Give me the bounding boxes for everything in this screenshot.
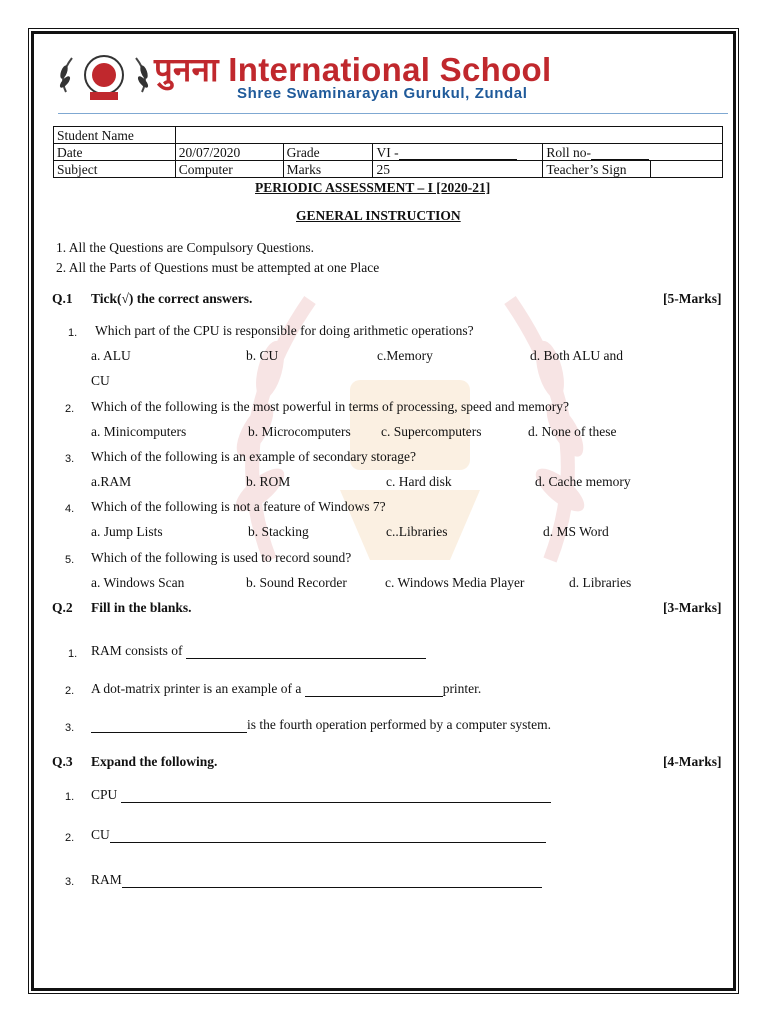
option[interactable]: b. ROM bbox=[246, 474, 291, 489]
option[interactable]: c. Supercomputers bbox=[381, 424, 482, 439]
fill-blank-item bbox=[91, 681, 481, 697]
q3-title: Expand the following. bbox=[91, 754, 218, 769]
marks-label: Marks bbox=[283, 161, 373, 178]
fill-blank-item bbox=[91, 717, 551, 733]
question-text: Which part of the CPU is responsible for doing arithmetic operations? bbox=[95, 323, 474, 338]
expand-number: 1. bbox=[65, 791, 75, 803]
option[interactable]: d. Cache memory bbox=[535, 474, 631, 489]
expand-item bbox=[91, 872, 542, 888]
blank-answer-line[interactable] bbox=[186, 646, 426, 659]
expand-item bbox=[91, 827, 546, 843]
date-value: 20/07/2020 bbox=[175, 144, 283, 161]
expand-number: 2. bbox=[65, 832, 75, 844]
option[interactable]: a. ALU bbox=[91, 348, 131, 363]
school-logo bbox=[56, 48, 152, 104]
expand-answer-line[interactable] bbox=[122, 875, 542, 888]
question-text: Which of the following is not a feature of Windows 7? bbox=[91, 499, 386, 514]
q1-number: Q.1 bbox=[52, 291, 73, 306]
blank-answer-line[interactable] bbox=[305, 684, 443, 697]
student-name-row bbox=[54, 127, 723, 144]
question-text: Which of the following is used to record sound? bbox=[91, 550, 352, 565]
question-number: 1. bbox=[68, 327, 78, 339]
subject-label: Subject bbox=[54, 161, 176, 178]
option-wrap: CU bbox=[91, 373, 110, 388]
option[interactable]: d. None of these bbox=[528, 424, 617, 439]
fill-blank-item bbox=[91, 643, 426, 659]
marks-value: 25 bbox=[373, 161, 543, 178]
header-rule bbox=[58, 113, 728, 114]
date-row bbox=[54, 144, 723, 161]
option[interactable]: a. Minicomputers bbox=[91, 424, 187, 439]
q1-marks: [5-Marks] bbox=[663, 291, 722, 306]
subject-row bbox=[54, 161, 723, 178]
option[interactable]: c.Memory bbox=[377, 348, 433, 363]
expand-answer-line[interactable] bbox=[121, 790, 551, 803]
question-number: 2. bbox=[65, 403, 75, 415]
blank-number: 1. bbox=[68, 648, 78, 660]
option[interactable]: a. Jump Lists bbox=[91, 524, 163, 539]
option[interactable]: b. CU bbox=[246, 348, 279, 363]
blank-text-before: A dot-matrix printer is an example of a bbox=[91, 681, 305, 696]
q2-title: Fill in the blanks. bbox=[91, 600, 192, 615]
option[interactable]: d. Both ALU and bbox=[530, 348, 623, 363]
instruction-item: 1. All the Questions are Compulsory Questions. bbox=[56, 240, 314, 255]
teacher-sign-field[interactable] bbox=[651, 161, 723, 178]
q1-title: Tick(√) the correct answers. bbox=[91, 291, 253, 306]
option[interactable]: b. Microcomputers bbox=[248, 424, 351, 439]
instruction-item: 2. All the Parts of Questions must be attempted at one Place bbox=[56, 260, 380, 275]
student-info-table bbox=[53, 126, 723, 178]
option[interactable]: d. Libraries bbox=[569, 575, 632, 590]
school-name-devanagari: पुनना bbox=[154, 51, 219, 88]
option[interactable]: b. Stacking bbox=[248, 524, 309, 539]
student-name-field[interactable] bbox=[175, 127, 722, 144]
expand-item bbox=[91, 787, 551, 803]
school-subtitle: Shree Swaminarayan Gurukul, Zundal bbox=[237, 85, 528, 102]
option[interactable]: c. Hard disk bbox=[386, 474, 452, 489]
general-instruction-heading: GENERAL INSTRUCTION bbox=[296, 208, 461, 223]
question-text: Which of the following is an example of secondary storage? bbox=[91, 449, 417, 464]
q2-number: Q.2 bbox=[52, 600, 73, 615]
grade-label: Grade bbox=[283, 144, 373, 161]
option[interactable]: a.RAM bbox=[91, 474, 132, 489]
subject-value: Computer bbox=[175, 161, 283, 178]
blank-text-after: printer. bbox=[442, 681, 482, 696]
expand-term: RAM bbox=[91, 872, 122, 887]
expand-term: CPU bbox=[91, 787, 118, 802]
question-text: Which of the following is the most powerful in terms of processing, speed and memory? bbox=[91, 399, 570, 414]
student-name-label: Student Name bbox=[54, 127, 176, 144]
expand-answer-line[interactable] bbox=[110, 830, 546, 843]
q3-marks: [4-Marks] bbox=[663, 754, 722, 769]
blank-number: 3. bbox=[65, 722, 75, 734]
blank-answer-line[interactable] bbox=[91, 720, 247, 733]
blank-text-after: is the fourth operation performed by a computer system. bbox=[247, 717, 552, 732]
grade-field[interactable] bbox=[373, 144, 543, 161]
option[interactable]: a. Windows Scan bbox=[91, 575, 185, 590]
teacher-sign-label: Teacher’s Sign bbox=[543, 161, 651, 178]
option[interactable]: d. MS Word bbox=[543, 524, 609, 539]
grade-value: VI - bbox=[376, 144, 399, 160]
option[interactable]: c..Libraries bbox=[386, 524, 448, 539]
roll-label: Roll no- bbox=[546, 144, 591, 160]
assessment-title: PERIODIC ASSESSMENT – I [2020-21] bbox=[255, 180, 491, 195]
q2-marks: [3-Marks] bbox=[663, 600, 722, 615]
school-name-english: International School bbox=[228, 51, 552, 88]
option[interactable]: c. Windows Media Player bbox=[385, 575, 525, 590]
q3-number: Q.3 bbox=[52, 754, 73, 769]
option[interactable]: b. Sound Recorder bbox=[246, 575, 347, 590]
roll-field[interactable] bbox=[543, 144, 723, 161]
question-number: 5. bbox=[65, 554, 75, 566]
question-number: 4. bbox=[65, 503, 75, 515]
date-label: Date bbox=[54, 144, 176, 161]
expand-number: 3. bbox=[65, 876, 75, 888]
blank-text-before: RAM consists of bbox=[91, 643, 186, 658]
blank-number: 2. bbox=[65, 685, 75, 697]
question-number: 3. bbox=[65, 453, 75, 465]
expand-term: CU bbox=[91, 827, 110, 842]
